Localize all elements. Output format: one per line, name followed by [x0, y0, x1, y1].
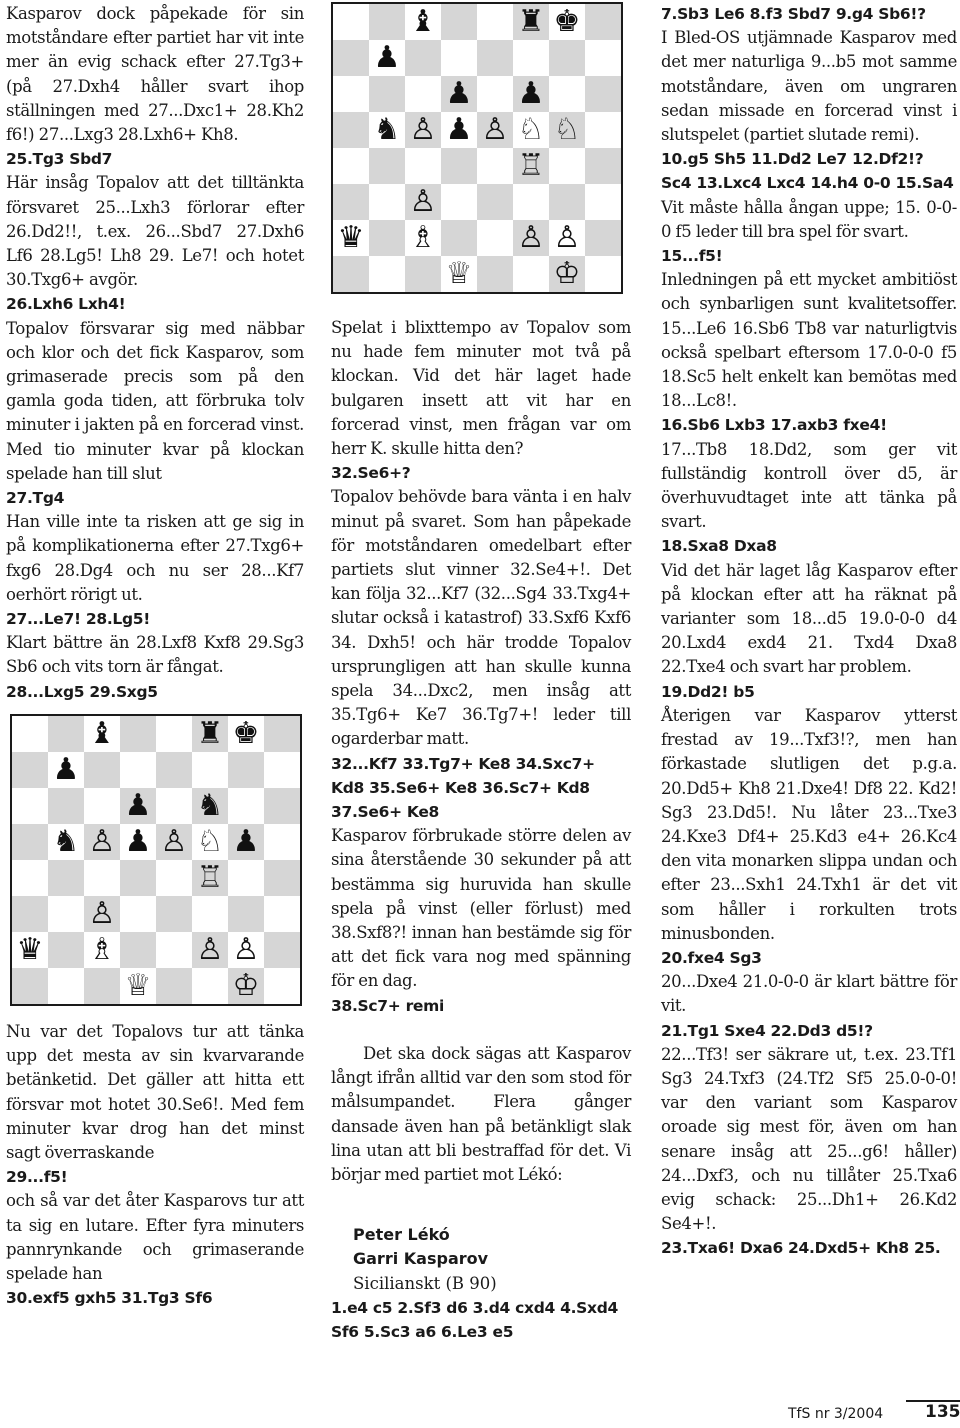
white-knight-icon: ♘: [196, 823, 224, 859]
board-square: [477, 148, 513, 184]
board-square: [405, 148, 441, 184]
board-square: [264, 968, 300, 1004]
board-square: [585, 112, 621, 148]
board-square: [549, 76, 585, 112]
move-line: 26.Lxh6 Lxh4!: [6, 295, 126, 314]
board-square: [12, 968, 48, 1004]
paragraph: 20...Dxe4 21.0-0-0 är klart bättre för vit.: [661, 972, 957, 1016]
board-square: [585, 220, 621, 256]
board-square: [585, 40, 621, 76]
board-square: [549, 184, 585, 220]
paragraph: Kasparov dock påpekade för sin motståndare efter partiet har vit inte mer än evig schack efter 27.Tg3+ (på 27.Dxh4 håller svart ihop ställningen med 27...Dxc1+ 28.Kh2 f6!) 27...Lxg3 28.Lxh6+ Kh8.: [6, 4, 304, 145]
board-square: [513, 256, 549, 292]
move-line: 27.Tg4: [6, 489, 65, 508]
black-king-icon: ♚: [553, 4, 581, 39]
white-pawn-icon: ♙: [160, 823, 188, 859]
board-square: [333, 184, 369, 220]
black-rook-icon: ♜: [196, 715, 224, 751]
move-line: 28...Lxg5 29.Sxg5: [6, 682, 158, 701]
black-rook-icon: ♜: [517, 4, 545, 39]
move-line: 32...Kf7 33.Tg7+ Ke8 34.Sxc7+ Kd8 35.Se6+ Ke8 36.Sc7+ Kd8 37.Se6+ Ke8: [331, 754, 595, 822]
move-line: 30.exf5 gxh5 31.Tg3 Sf6: [6, 1289, 213, 1308]
board-square: [369, 256, 405, 292]
white-pawn-icon: ♙: [88, 823, 116, 859]
board-square: [120, 860, 156, 896]
board-square: [405, 256, 441, 292]
black-pawn-icon: ♟: [232, 823, 260, 859]
board-square: [333, 4, 369, 40]
board-square: [477, 40, 513, 76]
board-square: [12, 752, 48, 788]
paragraph: Inledningen på ett mycket ambitiöst och synbarligen sunt kvalitetsoffer. 15...Le6 16.Sb6 Tb8 var naturligtvis också spelbart eftersom 17.0-0-0 f5 18.Sc5 helt enkelt kan bemötas med 18...Lc8!.: [661, 270, 957, 411]
white-pawn-icon: ♙: [481, 112, 509, 147]
board-square: [120, 932, 156, 968]
board-square: [120, 752, 156, 788]
paragraph: Vit måste hålla ångan uppe; 15. 0-0-0 f5 leder till bra spel för svart.: [661, 197, 957, 241]
black-pawn-icon: ♟: [52, 751, 80, 787]
column-right: [661, 2, 957, 1261]
chess-diagram: [10, 714, 302, 1006]
board-square: [477, 4, 513, 40]
board-square: [441, 220, 477, 256]
white-knight-icon: ♘: [517, 112, 545, 147]
board-square: [228, 752, 264, 788]
board-square: [84, 968, 120, 1004]
black-knight-icon: ♞: [196, 787, 224, 823]
move-line: 25.Tg3 Sbd7: [6, 150, 113, 169]
white-pawn-icon: ♙: [409, 184, 437, 219]
board-square: [48, 716, 84, 752]
board-square: [12, 860, 48, 896]
paragraph: Här insåg Topalov att det tilltänkta försvaret 25...Lxh3 förlorar efter 26.Dd2!!, t.ex. 26...Sbd7 27.Dxh6 Lf6 28.Lg5! Lh8 29. Le7! och hotet 30.Txg6+ avgör.: [6, 173, 304, 290]
paragraph: Han ville inte ta risken att ge sig in på komplikationerna efter 27.Txg6+ fxg6 28.Dg4 och nu ser 28...Kf7 oerhört rörigt ut.: [6, 512, 304, 604]
black-player: Garri Kasparov: [353, 1249, 489, 1269]
black-bishop-icon: ♝: [409, 4, 437, 39]
white-knight-icon: ♘: [553, 112, 581, 147]
move-line: 15...f5!: [661, 247, 723, 266]
board-square: [192, 752, 228, 788]
magazine-issue: TfS nr 3/2004: [788, 1406, 884, 1422]
white-queen-icon: ♕: [445, 256, 473, 291]
black-pawn-icon: ♟: [445, 76, 473, 111]
board-square: [156, 968, 192, 1004]
paragraph: och så var det åter Kasparovs tur att ta sig en lutare. Efter fyra minuters pannrynkande och grimaserande spelade han: [6, 1191, 304, 1283]
board-square: [549, 40, 585, 76]
board-square: [477, 256, 513, 292]
board-square: [405, 40, 441, 76]
move-line: 32.Se6+?: [331, 464, 411, 483]
column-middle: [331, 2, 631, 1344]
paragraph: Återigen var Kasparov ytterst frestad av 19...Txf3!?, men han förkastade slutligen det p.g.a. 20.Dd5+ Kh8 21.Dxe4! Df8 22. Kd2! Sg3 23.Dd5!. Nu låter 23...Txe3 24.Kxe3 Df4+ 25.Kd3 e4+ 26.Kc4 den vita monarken slippa undan och efter 23...Sxh1 24.Txh1 är det vit som håller i rorkulten trots minusbonden.: [661, 705, 957, 943]
board-square: [12, 716, 48, 752]
opening-name: Sicilianskt (B 90): [353, 1273, 497, 1293]
board-square: [48, 788, 84, 824]
board-square: [264, 896, 300, 932]
board-square: [513, 40, 549, 76]
board-square: [84, 860, 120, 896]
board-square: [441, 148, 477, 184]
board-square: [513, 184, 549, 220]
board-square: [156, 716, 192, 752]
white-queen-icon: ♕: [124, 967, 152, 1003]
black-pawn-icon: ♟: [517, 76, 545, 111]
board-square: [264, 716, 300, 752]
board-square: [84, 788, 120, 824]
board-square: [228, 896, 264, 932]
paragraph: Spelat i blixttempo av Topalov som nu hade fem minuter mot två på klockan. Vid det här laget hade bulgaren insett att vit har en forcerad vinst, men frågan var om herr K. skulle hitta den?: [331, 318, 631, 459]
board-square: [477, 76, 513, 112]
paragraph: Topalov behövde bara vänta i en halv minut på svaret. Som han påpekade för motståndaren omedelbart efter partiets slut vinner 32.Se4+!. Det kan följa 32...Kf7 (32...Sg4 33.Txg4+ slutar också i katastrof) 33.Sxf6 Kxf6 34. Dxh5! och här trodde Topalov ursprungligen att han skulle kunna spela 34...Dxc2, men insåg att 35.Tg6+ Ke7 36.Tg7+! leder till ogarderbar matt.: [331, 487, 631, 749]
paragraph: Nu var det Topalovs tur att tänka upp det mesta av sin kvarvarande betänketid. Det gäller att hitta ett försvar mot hotet 30.Se6!. Med fem minuter kvar drog han det minst sagt överraskande: [6, 1021, 304, 1162]
move-line: 1.e4 c5 2.Sf3 d6 3.d4 cxd4 4.Sxd4 Sf6 5.Sc3 a6 6.Le3 e5: [331, 1298, 618, 1341]
board-square: [264, 860, 300, 896]
white-bishop-icon: ♗: [88, 931, 116, 967]
board-square: [585, 4, 621, 40]
black-queen-icon: ♛: [16, 931, 44, 967]
board-square: [369, 220, 405, 256]
board-square: [156, 860, 192, 896]
board-square: [12, 788, 48, 824]
move-line: 18.Sxa8 Dxa8: [661, 537, 777, 556]
board-square: [585, 76, 621, 112]
board-square: [228, 788, 264, 824]
board-square: [441, 184, 477, 220]
black-bishop-icon: ♝: [88, 715, 116, 751]
board-square: [264, 788, 300, 824]
white-player: Peter Lékó: [353, 1225, 450, 1245]
board-square: [120, 716, 156, 752]
board-square: [84, 752, 120, 788]
white-bishop-icon: ♗: [409, 220, 437, 255]
board-square: [264, 824, 300, 860]
board-square: [333, 76, 369, 112]
board-square: [192, 968, 228, 1004]
white-pawn-icon: ♙: [409, 112, 437, 147]
board-square: [369, 4, 405, 40]
black-pawn-icon: ♟: [373, 40, 401, 75]
white-pawn-icon: ♙: [553, 220, 581, 255]
board-square: [264, 932, 300, 968]
board-square: [477, 220, 513, 256]
black-king-icon: ♚: [232, 715, 260, 751]
move-line: 19.Dd2! b5: [661, 682, 755, 701]
move-line: 23.Txa6! Dxa6 24.Dxd5+ Kh8 25.: [661, 1239, 941, 1258]
board-square: [369, 184, 405, 220]
board-square: [228, 860, 264, 896]
move-line: 21.Tg1 Sxe4 22.Dd3 d5!?: [661, 1021, 873, 1040]
board-square: [441, 4, 477, 40]
paragraph: 22...Tf3! ser säkrare ut, t.ex. 23.Tf1 Sg3 24.Txf3 (24.Tf2 Sf5 25.0-0-0! var den variant som Kasparov oroade sig mest för, även om han senare insåg att 25...g6! håller) 24...Dxf3, och nu tillåter 25.Txa6 evig schack: 25...Dh1+ 26.Kd2 Se4+!.: [661, 1044, 957, 1234]
paragraph: Klart bättre än 28.Lxf8 Kxf8 29.Sg3 Sb6 och vits torn är fångat.: [6, 633, 304, 677]
board-square: [192, 896, 228, 932]
board-square: [120, 896, 156, 932]
white-pawn-icon: ♙: [517, 220, 545, 255]
board-square: [12, 896, 48, 932]
white-pawn-icon: ♙: [232, 931, 260, 967]
move-line: 38.Sc7+ remi: [331, 996, 444, 1015]
white-pawn-icon: ♙: [196, 931, 224, 967]
board-square: [333, 148, 369, 184]
board-square: [477, 184, 513, 220]
white-pawn-icon: ♙: [88, 895, 116, 931]
black-queen-icon: ♛: [337, 220, 365, 255]
board-square: [585, 184, 621, 220]
board-square: [405, 76, 441, 112]
board-square: [585, 148, 621, 184]
board-square: [264, 752, 300, 788]
move-line: 7.Sb3 Le6 8.f3 Sbd7 9.g4 Sb6!?: [661, 5, 926, 23]
board-square: [441, 40, 477, 76]
board-square: [48, 968, 84, 1004]
paragraph: 17...Tb8 18.Dd2, som ger vit fullständig kontroll över d5, är överhuvudtaget inte att tänka på svart.: [661, 439, 957, 532]
board-square: [585, 256, 621, 292]
white-rook-icon: ♖: [517, 148, 545, 183]
board-square: [369, 76, 405, 112]
board-square: [12, 824, 48, 860]
chess-diagram: [331, 2, 623, 294]
move-line: 10.g5 Sh5 11.Dd2 Le7 12.Df2!? Sc4 13.Lxc4 Lxc4 14.h4 0-0 15.Sa4: [661, 150, 954, 193]
white-king-icon: ♔: [232, 967, 260, 1003]
paragraph: Det ska dock sägas att Kasparov långt ifrån alltid var den som stod för målsumpandet. Flera gånger dansade även han på betänkligt slak lina utan att bli bestraffad för det. Vi börjar med partiet mot Lékó:: [331, 1043, 631, 1184]
board-square: [156, 752, 192, 788]
move-line: 16.Sb6 Lxb3 17.axb3 fxe4!: [661, 416, 887, 435]
board-square: [549, 148, 585, 184]
paragraph: Topalov försvarar sig med näbbar och klor och det fick Kasparov, som grimaserade precis som på den gamla goda tiden, att förbruka tolv minuter i jakten på en forcerad vinst. Med tio minuter kvar på klockan spelade han till slut: [6, 318, 304, 483]
white-rook-icon: ♖: [196, 859, 224, 895]
board-square: [156, 932, 192, 968]
black-knight-icon: ♞: [373, 112, 401, 147]
black-pawn-icon: ♟: [124, 787, 152, 823]
board-square: [333, 40, 369, 76]
board-square: [333, 112, 369, 148]
board-square: [333, 256, 369, 292]
paragraph: Kasparov förbrukade större delen av sina återstående 30 sekunder på att bestämma sig huruvida han skulle spela på vinst (eller förlust) med 38.Sxf8?! innan han bestämde sig för att det fick vara nog med spänning för en dag.: [331, 826, 631, 991]
column-left: [6, 2, 304, 1310]
paragraph: Vid det här laget låg Kasparov efter på klockan efter att ha räknat på varianter som 18...d5 19.0-0-0 d4 20.Lxd4 exd4 21. Txd4 Dxa8 22.Txe4 och svart har problem.: [661, 560, 957, 677]
move-line: 29...f5!: [6, 1168, 68, 1187]
board-square: [48, 860, 84, 896]
black-pawn-icon: ♟: [445, 112, 473, 147]
board-square: [48, 896, 84, 932]
board-square: [156, 788, 192, 824]
white-king-icon: ♔: [553, 256, 581, 291]
move-line: 20.fxe4 Sg3: [661, 948, 762, 967]
board-square: [369, 148, 405, 184]
black-knight-icon: ♞: [52, 823, 80, 859]
page-number: 135: [925, 1402, 960, 1422]
paragraph: I Bled-OS utjämnade Kasparov med det mer naturliga 9...b5 mot samme motståndare, även om ungraren sedan missade en forcerad vinst i slutspelet (partiet slutade remi).: [661, 28, 957, 145]
black-pawn-icon: ♟: [124, 823, 152, 859]
board-square: [48, 932, 84, 968]
move-line: 27...Le7! 28.Lg5!: [6, 610, 151, 629]
board-square: [156, 896, 192, 932]
